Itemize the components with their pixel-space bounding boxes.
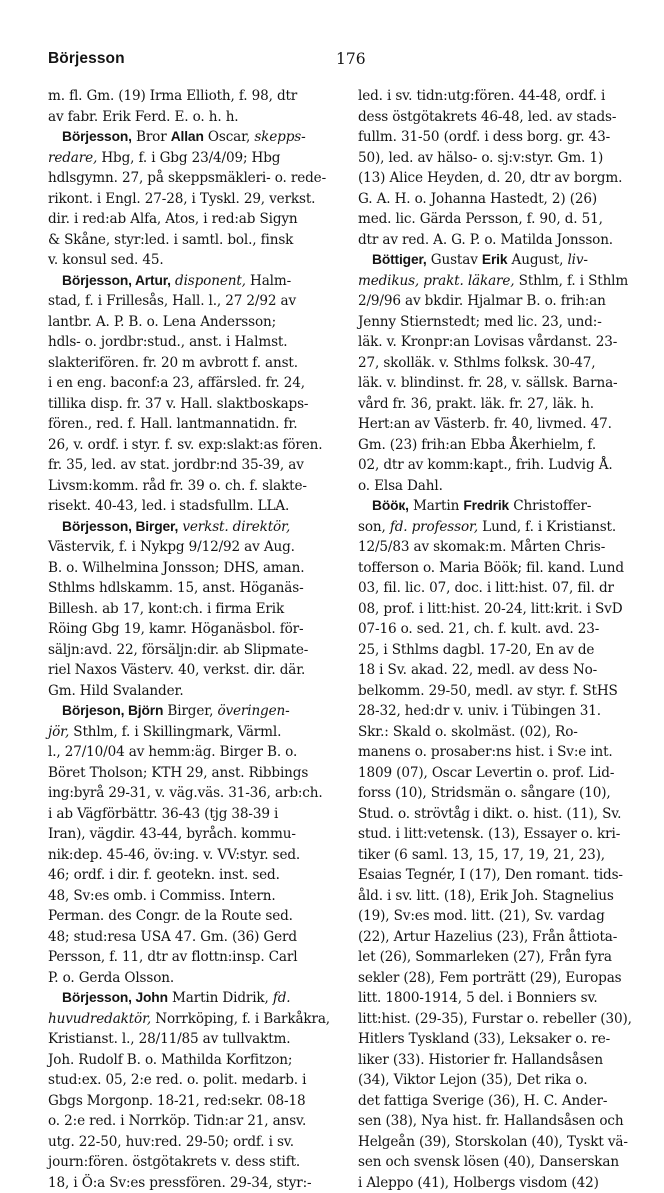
entry-text: Oscar, — [204, 129, 255, 145]
entry-name: Börjeson, Björn — [62, 703, 163, 718]
text-line — [48, 1111, 348, 1132]
text-line — [48, 168, 348, 189]
text-line — [358, 107, 658, 128]
entry-text: l., 27/10/04 av hemm:äg. Birger B. o. — [48, 744, 297, 760]
entry-text: 28-32, hed:dr v. univ. i Tübingen 31. — [358, 703, 601, 719]
entry-start-line — [358, 250, 658, 271]
entry-text: litt:hist. (29-35), Furstar o. rebeller (30), — [358, 1011, 632, 1027]
text-line — [48, 107, 348, 128]
entry-text: Martin Didrik, — [168, 990, 273, 1006]
entry-text: fören., red. f. Hall. lantmannatidn. fr. — [48, 416, 297, 432]
text-line — [48, 209, 348, 230]
entry-text: 50), led. av hälso- o. sj:v:styr. Gm. 1) — [358, 150, 603, 166]
entry-text: son, — [358, 519, 390, 535]
entry-name: Allan — [171, 129, 204, 144]
text-line — [48, 804, 348, 825]
entry-text: dtr av red. A. G. P. o. Matilda Jonsson. — [358, 232, 613, 248]
text-line — [48, 968, 348, 989]
entry-text: Sthlm, f. i Sthlm — [514, 273, 628, 289]
text-line — [48, 578, 348, 599]
text-line — [358, 701, 658, 722]
text-line — [358, 127, 658, 148]
entry-text: Perman. des Congr. de la Route sed. — [48, 908, 293, 924]
entry-text: Stud. o. strövtåg i dikt. o. hist. (11), Sv. — [358, 806, 621, 822]
text-line — [358, 1070, 658, 1091]
entry-text: Hbg, f. i Gbg 23/4/09; Hbg — [97, 150, 280, 166]
text-line — [48, 845, 348, 866]
text-line — [48, 927, 348, 948]
text-line — [48, 1152, 348, 1173]
text-line — [358, 804, 658, 825]
entry-name: Börjesson, John — [62, 990, 168, 1005]
text-line — [48, 394, 348, 415]
text-line — [358, 742, 658, 763]
entry-text: liker (33). Historier fr. Hallandsåsen — [358, 1052, 603, 1068]
entry-text: Martin — [409, 498, 464, 514]
text-line — [358, 988, 658, 1009]
text-line — [48, 1050, 348, 1071]
entry-text: 46; ordf. i dir. f. geotekn. inst. sed. — [48, 867, 280, 883]
entry-text: stad, f. i Frillesås, Hall. l., 27 2/92 av — [48, 293, 296, 309]
entry-text: Gbgs Morgonp. 18-21, red:sekr. 08-18 — [48, 1093, 306, 1109]
text-line — [358, 845, 658, 866]
entry-text: 18 i Sv. akad. 22, medl. av dess No- — [358, 662, 597, 678]
entry-text: läk. v. blindinst. fr. 28, v. sällsk. Barna- — [358, 375, 617, 391]
entry-text: 08, prof. i litt:hist. 20-24, litt:krit. i SvD — [358, 601, 622, 617]
entry-text: Jenny Stiernstedt; med lic. 23, und:- — [358, 314, 602, 330]
text-line — [48, 865, 348, 886]
entry-text: risekt. 40-43, led. i stadsfullm. LLA. — [48, 498, 289, 514]
entry-name: Börjesson, Artur, — [62, 273, 171, 288]
entry-text: Esaias Tegnér, I (17), Den romant. tids- — [358, 867, 623, 883]
entry-name: Börjesson, Birger, — [62, 519, 178, 534]
entry-text: ing:byrå 29-31, v. väg.väs. 31-36, arb:ch. — [48, 785, 323, 801]
text-line — [358, 763, 658, 784]
text-line — [358, 1050, 658, 1071]
entry-text: Lund, f. i Kristianst. — [478, 519, 616, 535]
entry-text: tiker (6 saml. 13, 15, 17, 19, 21, 23), — [358, 847, 605, 863]
text-line — [358, 783, 658, 804]
text-line — [358, 435, 658, 456]
text-line — [358, 619, 658, 640]
entry-title: huvudredaktör, — [48, 1011, 151, 1027]
entry-text: sen och svensk lösen (40), Danserskan — [358, 1154, 619, 1170]
entry-title: medikus, prakt. läkare, — [358, 273, 514, 289]
text-line — [358, 271, 658, 292]
text-line — [358, 824, 658, 845]
text-line — [48, 722, 348, 743]
entry-text: Västervik, f. i Nykpg 9/12/92 av Aug. — [48, 539, 295, 555]
entry-text: Joh. Rudolf B. o. Mathilda Korfitzon; — [48, 1052, 292, 1068]
entry-text: tofferson o. Maria Böök; fil. kand. Lund — [358, 560, 624, 576]
text-line — [358, 353, 658, 374]
entry-text: Gm. (23) frih:an Ebba Åkerhielm, f. — [358, 437, 596, 453]
text-line — [358, 1132, 658, 1153]
text-line — [48, 824, 348, 845]
entry-text: i ab Vägförbättr. 36-43 (tjg 38-39 i — [48, 806, 278, 822]
entry-text: Gustav — [427, 252, 482, 268]
entry-text: lantbr. A. P. B. o. Lena Andersson; — [48, 314, 276, 330]
text-line — [358, 394, 658, 415]
text-line — [48, 455, 348, 476]
entry-text: belkomm. 29-50, medl. av styr. f. StHS — [358, 683, 618, 699]
entry-title: disponent, — [175, 273, 246, 289]
entry-text: v. konsul sed. 45. — [48, 252, 164, 268]
text-line — [358, 209, 658, 230]
entry-text: Hert:an av Västerb. fr. 40, livmed. 47. — [358, 416, 612, 432]
text-line — [358, 517, 658, 538]
entry-text: journ:fören. östgötakrets v. dess stift. — [48, 1154, 300, 1170]
text-line — [358, 291, 658, 312]
text-line — [358, 722, 658, 743]
text-line — [48, 763, 348, 784]
entry-text: manens o. prosaber:ns hist. i Sv:e int. — [358, 744, 613, 760]
text-line — [48, 332, 348, 353]
entry-text: åld. i sv. litt. (18), Erik Joh. Stagnelius — [358, 888, 614, 904]
entry-text: tillika disp. fr. 37 v. Hall. slaktboskaps- — [48, 396, 308, 412]
entry-text: 02, dtr av komm:kapt., frih. Ludvig Å. — [358, 457, 613, 473]
entry-text: Böret Tholson; KTH 29, anst. Ribbings — [48, 765, 308, 781]
entry-start-line — [48, 517, 348, 538]
entry-text: stud:ex. 05, 2:e red. o. polit. medarb. i — [48, 1072, 306, 1088]
text-line — [48, 1091, 348, 1112]
text-line — [358, 312, 658, 333]
text-line — [48, 1070, 348, 1091]
text-line — [358, 230, 658, 251]
text-line — [48, 886, 348, 907]
entry-text: Bror — [132, 129, 171, 145]
text-line — [358, 1111, 658, 1132]
entry-title: jör, — [48, 724, 69, 740]
entry-text: sekler (28), Fem porträtt (29), Europas — [358, 970, 622, 986]
text-line — [358, 476, 658, 497]
entry-text: vård fr. 36, prakt. läk. fr. 27, läk. h. — [358, 396, 594, 412]
entry-title: fd. — [273, 990, 291, 1006]
entry-text: litt. 1800-1914, 5 del. i Bonniers sv. — [358, 990, 598, 1006]
entry-text: 03, fil. lic. 07, doc. i litt:hist. 07, fil. dr — [358, 580, 614, 596]
entry-text: stud. i litt:vetensk. (13), Essayer o. kri- — [358, 826, 620, 842]
text-line — [48, 783, 348, 804]
text-line — [358, 906, 658, 927]
text-line — [48, 1029, 348, 1050]
entry-start-line — [48, 127, 348, 148]
entry-text: Kristianst. l., 28/11/85 av tullvaktm. — [48, 1031, 290, 1047]
right-column — [358, 86, 658, 1193]
text-line — [48, 373, 348, 394]
entry-text: hdls- o. jordbr:stud., anst. i Halmst. — [48, 334, 287, 350]
text-line — [358, 414, 658, 435]
text-line — [358, 189, 658, 210]
entry-text: August, — [507, 252, 567, 268]
text-line — [48, 148, 348, 169]
entry-text: Skr.: Skald o. skolmäst. (02), Ro- — [358, 724, 578, 740]
entry-start-line — [48, 271, 348, 292]
entry-text: säljn:avd. 22, försäljn:dir. ab Slipmate- — [48, 642, 308, 658]
text-line — [48, 558, 348, 579]
entry-text: läk. v. Kronpr:an Lovisas vårdanst. 23- — [358, 334, 617, 350]
entry-text: fr. 35, led. av stat. jordbr:nd 35-39, av — [48, 457, 304, 473]
entry-text: Christoffer- — [509, 498, 591, 514]
text-line — [48, 947, 348, 968]
entry-text: & Skåne, styr:led. i samtl. bol., finsk — [48, 232, 293, 248]
text-line — [48, 742, 348, 763]
entry-text: med. lic. Gärda Persson, f. 90, d. 51, — [358, 211, 603, 227]
text-line — [48, 230, 348, 251]
entry-text: utg. 22-50, huv:red. 29-50; ordf. i sv. — [48, 1134, 294, 1150]
entry-text: o. Elsa Dahl. — [358, 478, 443, 494]
running-head-name: Börjesson — [48, 50, 125, 68]
entry-text: det fattiga Sverige (36), H. C. Ander- — [358, 1093, 607, 1109]
text-line — [358, 148, 658, 169]
entry-text: forss (10), Stridsmän o. sångare (10), — [358, 785, 611, 801]
text-line — [358, 168, 658, 189]
entry-text: 12/5/83 av skomak:m. Mårten Chris- — [358, 539, 605, 555]
text-line — [358, 865, 658, 886]
entry-text: av fabr. Erik Ferd. E. o. h. h. — [48, 109, 238, 125]
text-line — [48, 476, 348, 497]
text-line — [48, 312, 348, 333]
entry-title: liv- — [567, 252, 587, 268]
entry-title: verkst. direktör, — [182, 519, 290, 535]
entry-text: nik:dep. 45-46, öv:ing. v. VV:styr. sed. — [48, 847, 300, 863]
entry-text: Billesh. ab 17, kont:ch. i firma Erik — [48, 601, 284, 617]
entry-text: Sthlms hdlskamm. 15, anst. Höganäs- — [48, 580, 304, 596]
entry-text: rikont. i Engl. 27-28, i Tyskl. 29, verkst. — [48, 191, 315, 207]
text-line — [48, 906, 348, 927]
entry-text: let (26), Sommarleken (27), Från fyra — [358, 949, 612, 965]
entry-start-line — [48, 988, 348, 1009]
entry-text: m. fl. Gm. (19) Irma Ellioth, f. 98, dtr — [48, 88, 297, 104]
entry-text: 25, i Sthlms dagbl. 17-20, En av de — [358, 642, 594, 658]
text-line — [48, 599, 348, 620]
text-line — [358, 455, 658, 476]
entry-text: dir. i red:ab Alfa, Atos, i red:ab Sigyn — [48, 211, 298, 227]
entry-text: (19), Sv:es mod. litt. (21), Sv. vardag — [358, 908, 605, 924]
entry-text: o. 2:e red. i Norrköp. Tidn:ar 21, ansv. — [48, 1113, 306, 1129]
entry-text: slakterifören. fr. 20 m avbrott f. anst. — [48, 355, 298, 371]
entry-text: 48, Sv:es omb. i Commiss. Intern. — [48, 888, 276, 904]
entry-start-line — [358, 496, 658, 517]
text-line — [358, 886, 658, 907]
entry-text: i en eng. baconf:a 23, affärsled. fr. 24, — [48, 375, 305, 391]
text-line — [358, 968, 658, 989]
text-line — [358, 373, 658, 394]
text-line — [48, 414, 348, 435]
text-line — [358, 681, 658, 702]
text-line — [48, 1009, 348, 1030]
text-line — [48, 250, 348, 271]
entry-text: B. o. Wilhelmina Jonsson; DHS, aman. — [48, 560, 304, 576]
entry-name: Erik — [482, 252, 507, 267]
running-header — [0, 50, 664, 72]
entry-name: Bööк, — [372, 498, 409, 513]
entry-text: Iran), vägdir. 43-44, byråch. kommu- — [48, 826, 296, 842]
entry-text: Halm- — [246, 273, 291, 289]
text-line — [48, 1132, 348, 1153]
text-line — [48, 496, 348, 517]
entry-text: 2/9/96 av bkdir. Hjalmar B. o. frih:an — [358, 293, 606, 309]
entry-title: skepps- — [254, 129, 305, 145]
text-line — [358, 599, 658, 620]
entry-text: P. o. Gerda Olsson. — [48, 970, 174, 986]
entry-text: dess östgötakrets 46-48, led. av stads- — [358, 109, 616, 125]
entry-text: 18, i Ö:a Sv:es pressfören. 29-34, styr:- — [48, 1175, 312, 1191]
entry-title: överingen- — [217, 703, 289, 719]
entry-text: Sthlm, f. i Skillingmark, Värml. — [69, 724, 281, 740]
text-line — [358, 558, 658, 579]
entry-text: fullm. 31-50 (ordf. i dess borg. gr. 43- — [358, 129, 610, 145]
entry-text: Persson, f. 11, dtr av flottn:insp. Carl — [48, 949, 297, 965]
entry-name: Fredrik — [463, 498, 509, 513]
entry-title: redare, — [48, 150, 97, 166]
text-line — [358, 86, 658, 107]
entry-text: 1809 (07), Oscar Levertin o. prof. Lid- — [358, 765, 614, 781]
entry-text: led. i sv. tidn:utg:fören. 44-48, ordf. i — [358, 88, 605, 104]
text-line — [358, 640, 658, 661]
text-line — [48, 640, 348, 661]
entry-text: (22), Artur Hazelius (23), Från åttiota- — [358, 929, 617, 945]
entry-text: Gm. Hild Svalander. — [48, 683, 184, 699]
entry-title: fd. professor, — [390, 519, 478, 535]
text-line — [48, 660, 348, 681]
text-line — [48, 537, 348, 558]
entry-start-line — [48, 701, 348, 722]
entry-text: Hitlers Tyskland (33), Leksaker o. re- — [358, 1031, 610, 1047]
entry-text: (34), Viktor Lejon (35), Det rika o. — [358, 1072, 587, 1088]
entry-name: Böttiger, — [372, 252, 427, 267]
entry-text: 48; stud:resa USA 47. Gm. (36) Gerd — [48, 929, 297, 945]
text-line — [48, 619, 348, 640]
text-line — [358, 332, 658, 353]
text-line — [358, 660, 658, 681]
entry-text: Norrköping, f. i Barkåkra, — [151, 1011, 330, 1027]
text-line — [358, 1173, 658, 1193]
text-line — [48, 86, 348, 107]
text-line — [358, 1091, 658, 1112]
entry-text: hdlsgymn. 27, på skeppsmäkleri- o. rede- — [48, 170, 326, 186]
entry-text: Röing Gbg 19, kamr. Höganäsbol. för- — [48, 621, 303, 637]
text-line — [358, 1029, 658, 1050]
entry-name: Börjesson, — [62, 129, 132, 144]
entry-text: Helgeån (39), Storskolan (40), Tyskt vä- — [358, 1134, 628, 1150]
entry-text: sen (38), Nya hist. fr. Hallandsåsen och — [358, 1113, 623, 1129]
text-line — [48, 681, 348, 702]
entry-text: 26, v. ordf. i styr. f. sv. exp:slakt:as fören. — [48, 437, 322, 453]
page-number: 176 — [336, 50, 366, 68]
entry-text: 27, skolläk. v. Sthlms folksk. 30-47, — [358, 355, 595, 371]
text-line — [358, 1152, 658, 1173]
text-line — [48, 1173, 348, 1193]
text-line — [358, 537, 658, 558]
entry-text: Livsm:komm. råd fr. 39 o. ch. f. slakte- — [48, 478, 307, 494]
text-line — [358, 927, 658, 948]
entry-text: 07-16 o. sed. 21, ch. f. kult. avd. 23- — [358, 621, 599, 637]
entry-text: Birger, — [163, 703, 217, 719]
text-line — [48, 435, 348, 456]
text-line — [48, 291, 348, 312]
entry-text: (13) Alice Heyden, d. 20, dtr av borgm. — [358, 170, 622, 186]
text-line — [358, 1009, 658, 1030]
text-line — [358, 947, 658, 968]
left-column — [48, 86, 348, 1193]
entry-text: riel Naxos Västerv. 40, verkst. dir. där. — [48, 662, 305, 678]
text-line — [48, 353, 348, 374]
entry-text: G. A. H. o. Johanna Hastedt, 2) (26) — [358, 191, 597, 207]
entry-text: i Aleppo (41), Holbergs visdom (42) — [358, 1175, 599, 1191]
text-line — [358, 578, 658, 599]
text-line — [48, 189, 348, 210]
